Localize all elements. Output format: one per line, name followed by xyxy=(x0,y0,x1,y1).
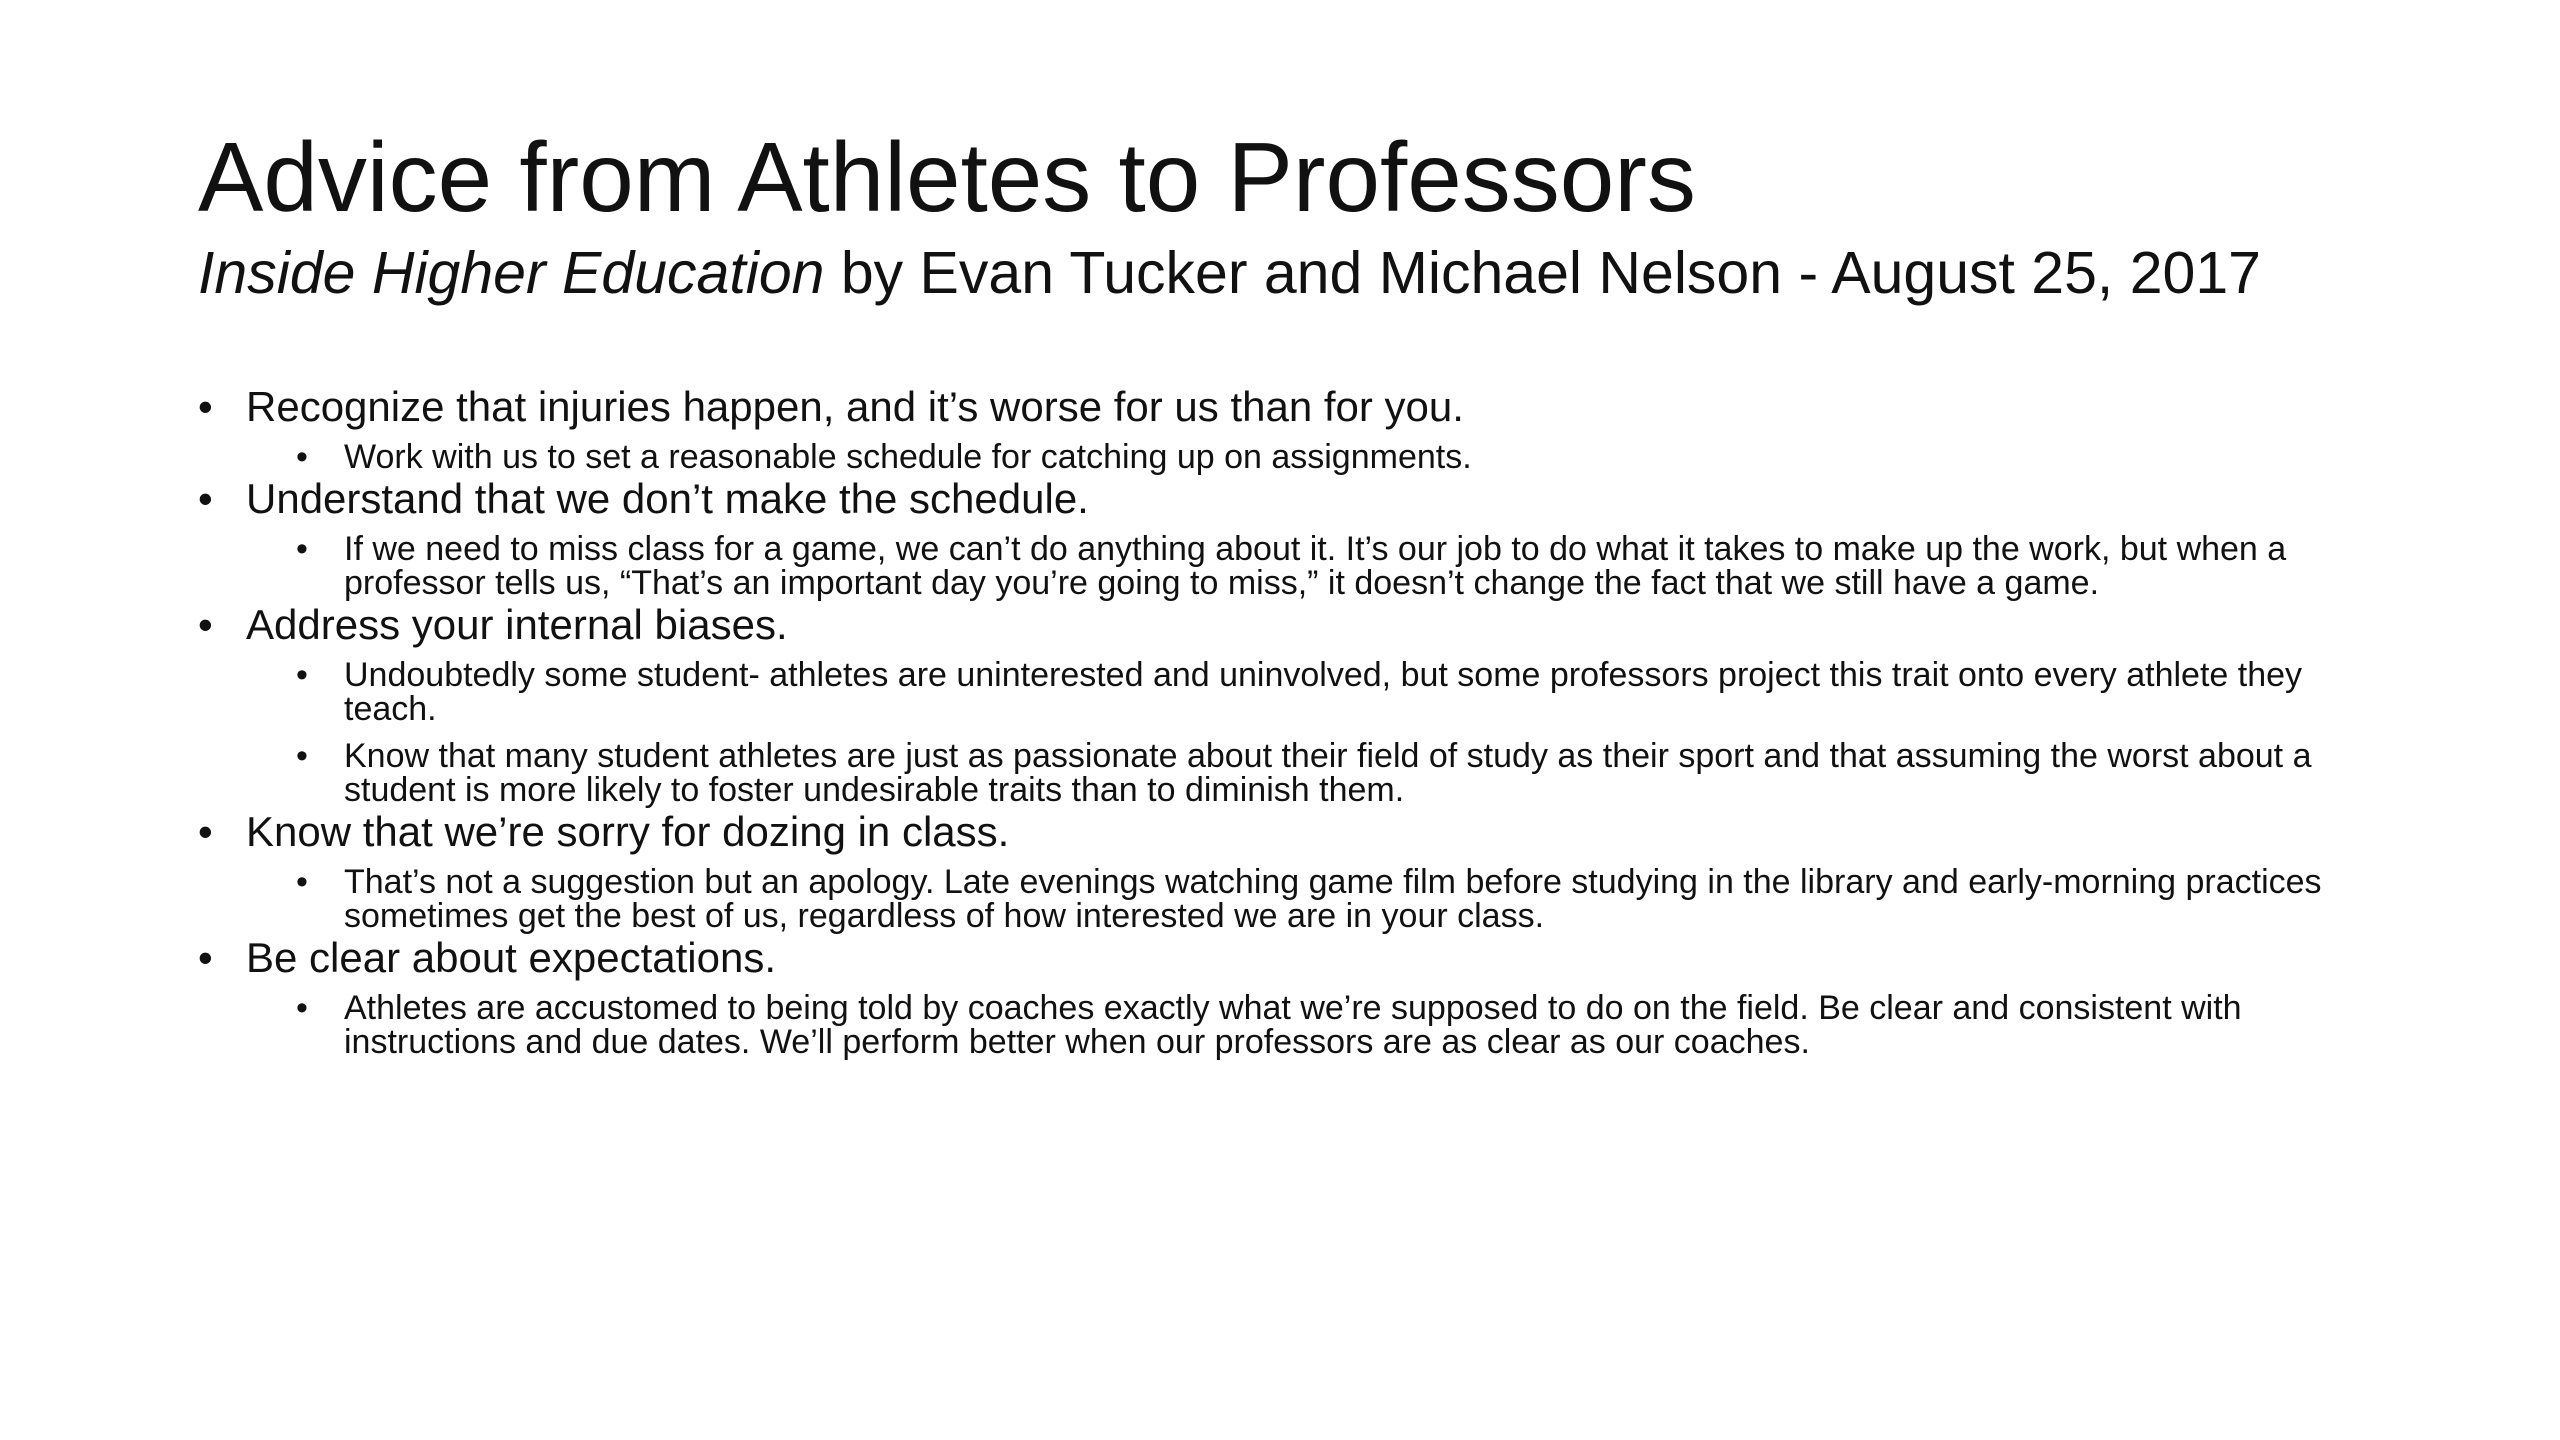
list-item xyxy=(198,382,2398,474)
sub-list xyxy=(344,440,2398,474)
sub-list xyxy=(344,991,2398,1059)
sub-point: • Work with us to set a reasonable schedule for catching up on assignments. xyxy=(344,440,2398,474)
slide-title: Advice from Athletes to Professors xyxy=(198,122,1696,232)
publication-name: Inside Higher Education xyxy=(198,240,825,306)
list-item xyxy=(198,807,2398,933)
main-point: • Recognize that injuries happen, and it’s worse for us than for you. xyxy=(198,382,2398,432)
main-point: • Understand that we don’t make the schedule. xyxy=(198,474,2398,524)
slide-subtitle xyxy=(198,238,2448,308)
title-block xyxy=(198,118,2448,308)
list-item xyxy=(198,933,2398,1059)
main-point: • Address your internal biases. xyxy=(198,600,2398,650)
main-point: • Be clear about expectations. xyxy=(198,933,2398,983)
sub-point: • Athletes are accustomed to being told by coaches exactly what we’re supposed to do on the field. Be clear and consistent with instructions and due dates. We’ll perform better when our professors are as clear as our coaches. xyxy=(344,991,2398,1059)
sub-list xyxy=(344,865,2398,933)
bullet-list xyxy=(198,382,2398,1059)
list-item xyxy=(198,474,2398,600)
sub-point: • If we need to miss class for a game, we can’t do anything about it. It’s our job to do what it takes to make up the work, but when a professor tells us, “That’s an important day you’re going to miss,” it doesn’t change the fact that we still have a game. xyxy=(344,532,2398,600)
byline: by Evan Tucker and Michael Nelson - August 25, 2017 xyxy=(824,240,2261,306)
sub-point: • Undoubtedly some student- athletes are uninterested and uninvolved, but some professors project this trait onto every athlete they teach. xyxy=(344,658,2398,726)
main-point: • Know that we’re sorry for dozing in class. xyxy=(198,807,2398,857)
list-item xyxy=(198,600,2398,807)
sub-list xyxy=(344,532,2398,600)
sub-point: • Know that many student athletes are just as passionate about their field of study as their sport and that assuming the worst about a student is more likely to foster undesirable traits than to diminish them. xyxy=(344,739,2398,807)
sub-list xyxy=(344,658,2398,807)
sub-point: • That’s not a suggestion but an apology. Late evenings watching game film before studying in the library and early-morning practices sometimes get the best of us, regardless of how interested we are in your class. xyxy=(344,865,2398,933)
